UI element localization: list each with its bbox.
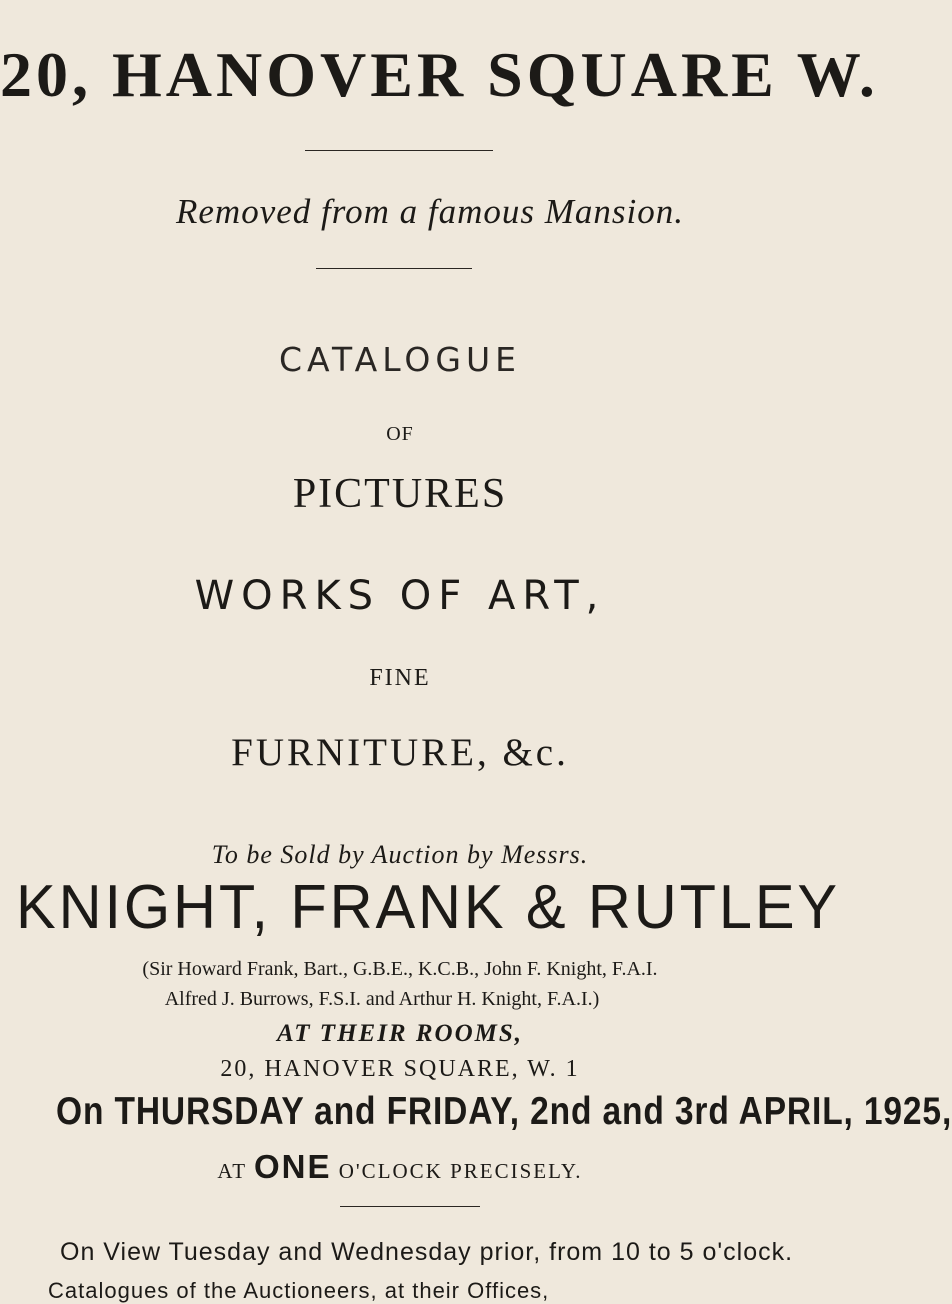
fine-word: FINE <box>369 665 431 691</box>
furniture-heading: FURNITURE, &c. <box>231 731 569 774</box>
partners-line-1: (Sir Howard Frank, Bart., G.B.E., K.C.B., John F. Knight, F.A.I. <box>142 958 658 980</box>
header-address: 20, HANOVER SQUARE W. <box>0 39 879 110</box>
sale-dates: On THURSDAY and FRIDAY, 2nd and 3rd APRIL, 1925, <box>56 1090 952 1133</box>
sale-time <box>0 1148 800 1186</box>
time-hour: ONE <box>253 1148 332 1185</box>
viewing-notice: On View Tuesday and Wednesday prior, from 10 to 5 o'clock. <box>60 1238 794 1266</box>
time-suffix: O'CLOCK PRECISELY. <box>338 1159 583 1183</box>
time-prefix: AT <box>217 1159 247 1183</box>
works-of-art-heading: WORKS OF ART, <box>194 573 606 619</box>
at-their-rooms: AT THEIR ROOMS, <box>276 1020 524 1047</box>
divider-top <box>305 150 493 151</box>
divider-time <box>340 1206 480 1207</box>
divider-bottom <box>316 268 472 269</box>
of-word: OF <box>386 423 414 445</box>
subtitle: Removed from a famous Mansion. <box>176 192 684 231</box>
auction-intro: To be Sold by Auction by Messrs. <box>211 840 589 869</box>
rooms-address: 20, HANOVER SQUARE, W. 1 <box>220 1056 580 1082</box>
partners-line-2: Alfred J. Burrows, F.S.I. and Arthur H. Knight, F.A.I.) <box>164 988 600 1010</box>
catalogues-notice: Catalogues of the Auctioneers, at their Offices, <box>48 1278 550 1303</box>
pictures-heading: PICTURES <box>292 471 508 517</box>
firm-name: KNIGHT, FRANK & RUTLEY <box>16 873 841 942</box>
catalogue-heading: CATALOGUE <box>279 340 521 379</box>
